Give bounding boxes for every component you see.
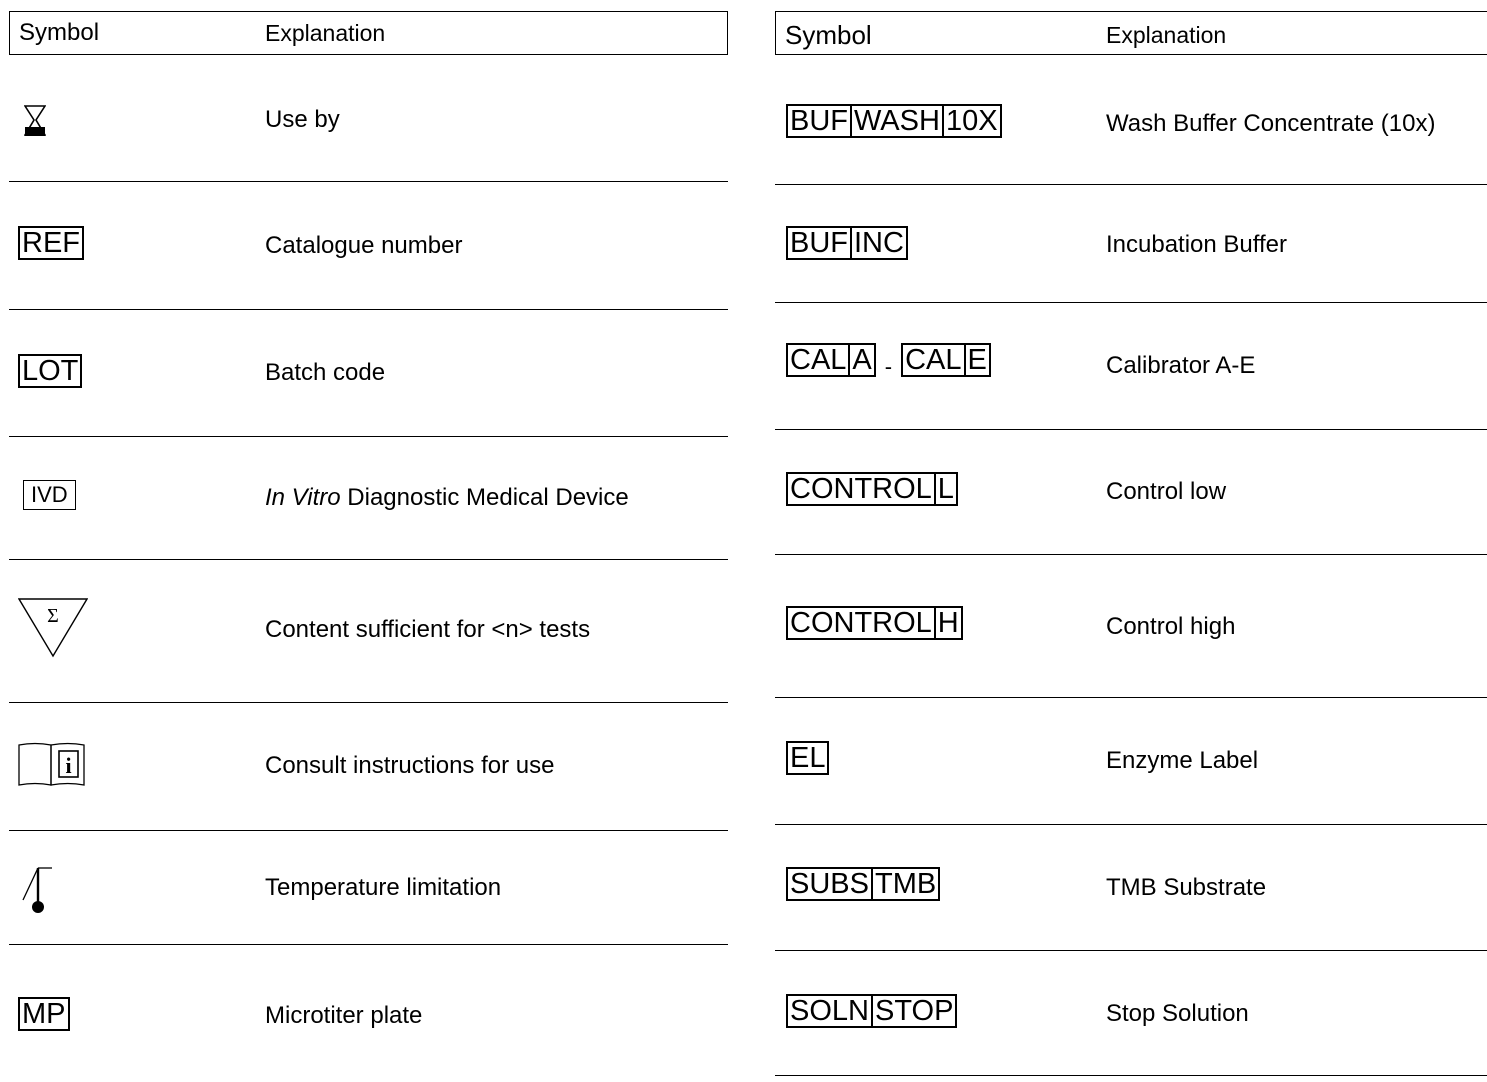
- explanation-consult-instructions: Consult instructions for use: [265, 752, 555, 779]
- explanation-stop-solution: Stop Solution: [1106, 1000, 1249, 1027]
- row-divider: [775, 950, 1487, 951]
- explanation-enzyme-label: Enzyme Label: [1106, 747, 1259, 774]
- instructions-book-icon: [18, 741, 86, 794]
- row-divider: [9, 309, 728, 310]
- ref-symbol: REF: [18, 226, 84, 260]
- row-divider: [9, 181, 728, 182]
- stop-solution-symbol: SOLN STOP: [786, 994, 957, 1028]
- explanation-control-low: Control low: [1106, 478, 1227, 505]
- row-divider: [9, 559, 728, 560]
- tmb-substrate-symbol: SUBS TMB: [786, 867, 940, 901]
- hourglass-icon: [24, 105, 46, 142]
- explanation-use-by: Use by: [265, 106, 340, 133]
- row-divider: [9, 436, 728, 437]
- explanation-tmb-substrate: TMB Substrate: [1106, 874, 1267, 901]
- row-divider: [775, 1075, 1487, 1076]
- left-table-header: [9, 11, 728, 55]
- header-symbol: Symbol: [19, 19, 100, 46]
- sigma-triangle-icon: [18, 598, 88, 663]
- row-divider: [775, 824, 1487, 825]
- header-explanation: Explanation: [1106, 22, 1227, 48]
- explanation-calibrator: Calibrator A-E: [1106, 352, 1256, 379]
- control-low-symbol: CONTROL L: [786, 472, 958, 506]
- explanation-incubation-buffer: Incubation Buffer: [1106, 231, 1288, 258]
- right-table-header: [775, 11, 1487, 55]
- explanation-catalogue-number: Catalogue number: [265, 232, 463, 259]
- wash-buffer-symbol: BUF WASH 10X: [786, 104, 1002, 138]
- calibrator-symbol: CAL A - CAL E: [786, 343, 991, 391]
- thermometer-icon: [18, 862, 58, 921]
- header-symbol: Symbol: [785, 20, 872, 50]
- row-divider: [775, 302, 1487, 303]
- row-divider: [775, 554, 1487, 555]
- ivd-symbol: IVD: [23, 480, 76, 510]
- explanation-content-sufficient: Content sufficient for <n> tests: [265, 616, 591, 643]
- row-divider: [775, 697, 1487, 698]
- explanation-microtiter-plate: Microtiter plate: [265, 1002, 423, 1029]
- explanation-control-high: Control high: [1106, 613, 1236, 640]
- svg-text:Σ: Σ: [47, 605, 59, 627]
- row-divider: [775, 429, 1487, 430]
- enzyme-label-symbol: EL: [786, 741, 829, 775]
- svg-text:i: i: [65, 753, 72, 778]
- row-divider: [775, 184, 1487, 185]
- incubation-buffer-symbol: BUF INC: [786, 226, 908, 260]
- explanation-wash-buffer: Wash Buffer Concentrate (10x): [1106, 110, 1436, 137]
- row-divider: [9, 944, 728, 945]
- row-divider: [9, 830, 728, 831]
- explanation-ivd: In Vitro Diagnostic Medical Device: [265, 484, 629, 511]
- explanation-batch-code: Batch code: [265, 359, 386, 386]
- control-high-symbol: CONTROL H: [786, 606, 963, 640]
- lot-symbol: LOT: [18, 354, 82, 388]
- mp-symbol: MP: [18, 997, 70, 1031]
- header-explanation: Explanation: [265, 20, 386, 46]
- row-divider: [9, 702, 728, 703]
- explanation-temperature-limitation: Temperature limitation: [265, 874, 502, 901]
